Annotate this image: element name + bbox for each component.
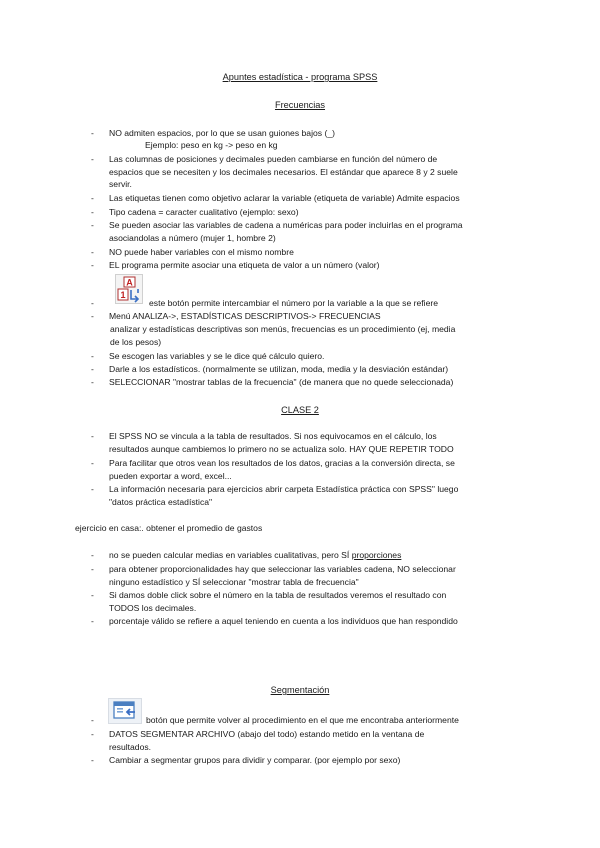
svg-text:A: A <box>126 277 133 288</box>
bullet-dash: - <box>91 458 94 468</box>
section-heading-frecuencias: Frecuencias <box>274 100 326 110</box>
bullet-dash: - <box>91 715 94 725</box>
bullet-dash: - <box>91 364 94 374</box>
example-line: Ejemplo: peso en kg -> peso en kg <box>145 140 278 150</box>
bullet-dash: - <box>91 193 94 203</box>
bullet-dash: - <box>91 431 94 441</box>
menu-note: analizar y estadísticas descriptivas son menús, frecuencias es un procedimiento (ej, media de los pesos) <box>110 324 456 347</box>
bullet-dash: - <box>91 260 94 270</box>
bullet-dash: - <box>91 298 94 308</box>
back-to-procedure-icon <box>108 698 142 724</box>
bullet-dash: - <box>91 311 94 321</box>
section-heading-segmentacion: Segmentación <box>270 685 330 695</box>
bullet-dash: - <box>91 564 94 574</box>
bullet-dash: - <box>91 247 94 257</box>
svg-text:1: 1 <box>120 290 126 300</box>
bullet-dash: - <box>91 154 94 164</box>
bullet-dash: - <box>91 755 94 765</box>
bullet-dash: - <box>91 550 94 560</box>
bullet-dash: - <box>91 351 94 361</box>
bullet-dash: - <box>91 729 94 739</box>
bullet-dash: - <box>91 377 94 387</box>
bullet-dash: - <box>91 128 94 138</box>
bullet-dash: - <box>91 484 94 494</box>
bullet-dash: - <box>91 207 94 217</box>
section-heading-clase-2: CLASE 2 <box>281 405 319 415</box>
bullet-dash: - <box>91 220 94 230</box>
exercise-note: ejercicio en casa:. obtener el promedio de gastos <box>75 523 263 533</box>
value-labels-swap-icon <box>115 274 143 304</box>
bullet-dash: - <box>91 616 94 626</box>
proporciones-underlined: proporciones <box>351 550 402 560</box>
doc-title: Apuntes estadística - programa SPSS <box>222 72 378 82</box>
bullet-dash: - <box>91 590 94 600</box>
